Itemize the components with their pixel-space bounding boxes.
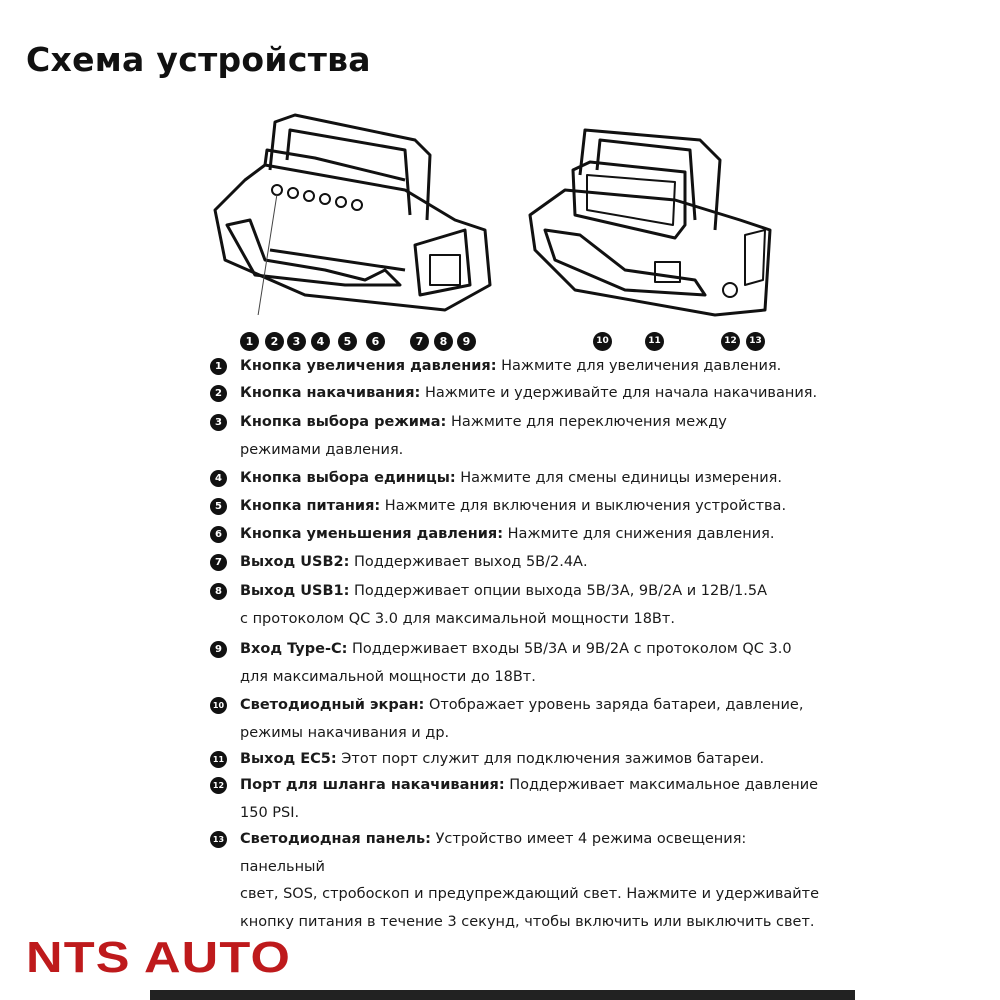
feature-label: Кнопка накачивания: xyxy=(240,385,421,401)
feature-description: Поддерживает выход 5В/2.4А. xyxy=(354,554,588,570)
brand-logo: NTS AUTO xyxy=(26,933,292,982)
number-marker: 11 xyxy=(210,751,227,768)
feature-text-line xyxy=(240,746,830,774)
feature-description: Нажмите для смены единицы измерения. xyxy=(460,470,783,486)
feature-description: Нажмите для включения и выключения устройства. xyxy=(384,498,787,514)
feature-item xyxy=(210,578,830,633)
callout-12: 12 xyxy=(721,332,740,351)
feature-item xyxy=(210,353,830,381)
callout-8: 8 xyxy=(434,332,453,351)
number-marker: 4 xyxy=(210,470,227,487)
feature-description: Поддерживает опции выхода 5В/3А, 9В/2А и 12В/1.5А xyxy=(354,583,768,599)
feature-item xyxy=(210,772,830,827)
feature-item xyxy=(210,380,830,408)
callout-2: 2 xyxy=(265,332,284,351)
feature-item xyxy=(210,549,830,577)
number-marker: 5 xyxy=(210,498,227,515)
feature-text-line xyxy=(240,409,830,437)
feature-item xyxy=(210,746,830,774)
feature-description: Нажмите для переключения между xyxy=(450,414,727,430)
callout-10: 10 xyxy=(593,332,612,351)
feature-description: Нажмите для снижения давления. xyxy=(507,526,775,542)
callout-11: 11 xyxy=(645,332,664,351)
callout-numbers xyxy=(0,332,1000,354)
number-marker: 7 xyxy=(210,554,227,571)
feature-description: Отображает уровень заряда батареи, давление, xyxy=(428,697,804,713)
callout-7: 7 xyxy=(410,332,429,351)
feature-text-line: для максимальной мощности до 18Вт. xyxy=(240,668,536,685)
callout-13: 13 xyxy=(746,332,765,351)
feature-text-line xyxy=(240,636,830,664)
number-marker: 2 xyxy=(210,385,227,402)
feature-text-line xyxy=(240,521,830,549)
feature-text-line xyxy=(240,549,830,577)
feature-text-line: свет, SOS, стробоскоп и предупреждающий свет. Нажмите и удерживайте xyxy=(240,886,820,902)
feature-label: Выход USB1: xyxy=(240,583,350,599)
callout-9: 9 xyxy=(457,332,476,351)
device-back-illustration xyxy=(525,120,775,320)
feature-item xyxy=(210,636,830,691)
feature-text-line: режимами давления. xyxy=(240,441,404,458)
feature-text-line xyxy=(240,380,830,408)
number-marker: 9 xyxy=(210,641,227,658)
number-marker: 1 xyxy=(210,358,227,375)
feature-label: Вход Type-C: xyxy=(240,641,348,657)
feature-description: Поддерживает максимальное давление xyxy=(509,777,819,793)
callout-1: 1 xyxy=(240,332,259,351)
feature-item xyxy=(210,521,830,549)
feature-label: Кнопка уменьшения давления: xyxy=(240,526,504,542)
feature-label: Светодиодный экран: xyxy=(240,697,425,713)
callout-3: 3 xyxy=(287,332,306,351)
callout-4: 4 xyxy=(311,332,330,351)
feature-item xyxy=(210,409,830,464)
callout-5: 5 xyxy=(338,332,357,351)
feature-label: Выход USB2: xyxy=(240,554,350,570)
device-front-illustration xyxy=(205,110,495,315)
feature-text-line: кнопку питания в течение 3 секунд, чтобы включить или выключить свет. xyxy=(240,913,815,930)
feature-text-line xyxy=(240,465,830,493)
feature-text-line: режимы накачивания и др. xyxy=(240,724,450,741)
feature-text-line xyxy=(240,826,830,881)
feature-label: Кнопка питания: xyxy=(240,498,381,514)
feature-text-line xyxy=(240,353,830,381)
feature-label: Порт для шланга накачивания: xyxy=(240,777,505,793)
number-marker: 13 xyxy=(210,831,227,848)
number-marker: 3 xyxy=(210,414,227,431)
feature-label: Светодиодная панель: xyxy=(240,831,431,847)
feature-description: Устройство имеет 4 режима освещения: панельный xyxy=(240,831,747,875)
callout-6: 6 xyxy=(366,332,385,351)
number-marker: 12 xyxy=(210,777,227,794)
feature-label: Выход EC5: xyxy=(240,751,337,767)
feature-label: Кнопка выбора режима: xyxy=(240,414,447,430)
number-marker: 6 xyxy=(210,526,227,543)
feature-text-line xyxy=(240,692,830,720)
feature-item xyxy=(210,692,830,747)
feature-description: Этот порт служит для подключения зажимов батареи. xyxy=(341,751,765,767)
feature-text-line: с протоколом QC 3.0 для максимальной мощности 18Вт. xyxy=(240,610,675,627)
feature-label: Кнопка выбора единицы: xyxy=(240,470,456,486)
feature-description: Нажмите и удерживайте для начала накачивания. xyxy=(424,385,818,401)
feature-text-line xyxy=(240,578,830,606)
number-marker: 8 xyxy=(210,583,227,600)
number-marker: 10 xyxy=(210,697,227,714)
feature-label: Кнопка увеличения давления: xyxy=(240,358,497,374)
feature-text-line: 150 PSI. xyxy=(240,804,300,821)
feature-text-line xyxy=(240,493,830,521)
feature-item xyxy=(210,493,830,521)
feature-description: Нажмите для увеличения давления. xyxy=(501,358,782,374)
feature-item xyxy=(210,465,830,493)
footer-bar xyxy=(150,990,855,1000)
feature-item xyxy=(210,826,830,936)
feature-description: Поддерживает входы 5В/3А и 9В/2А с протоколом QC 3.0 xyxy=(352,641,792,657)
page-title: Схема устройства xyxy=(26,40,371,79)
feature-text-line xyxy=(240,772,830,800)
